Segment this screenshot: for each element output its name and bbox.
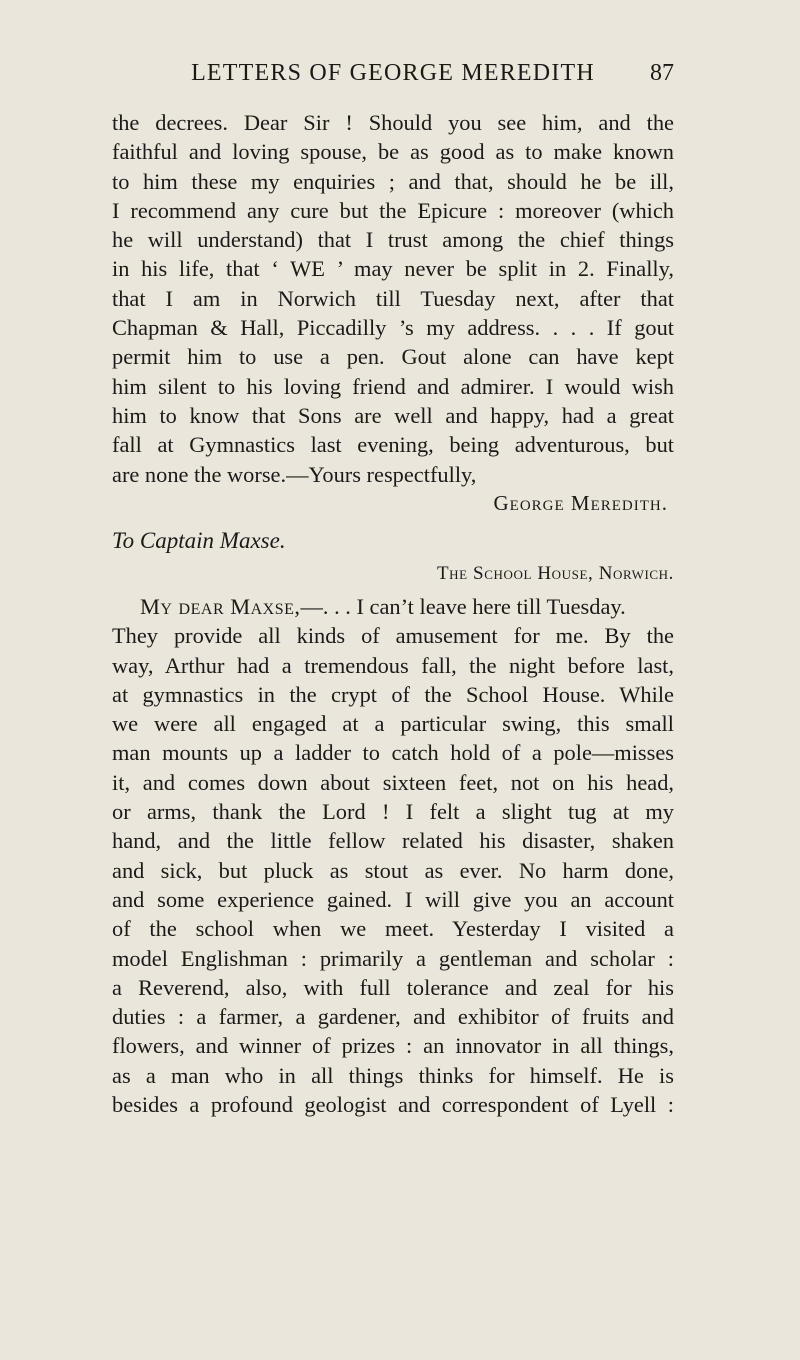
letter-recipient: To Captain Maxse. bbox=[112, 528, 286, 553]
text-line: we were all engaged at a particular swing, this small bbox=[112, 711, 674, 737]
text-line: in his life, that ‘ WE ’ may never be split in 2. Finally, bbox=[112, 256, 674, 282]
text-line: or arms, thank the Lord ! I felt a slight tug at my bbox=[112, 799, 674, 825]
text-line: it, and comes down about sixteen feet, not on his head, bbox=[112, 769, 674, 795]
text-line: to him these my enquiries ; and that, should he be ill, bbox=[112, 168, 674, 194]
text-line: faithful and loving spouse, be as good as to make known bbox=[112, 139, 674, 165]
text-line: man mounts up a ladder to catch hold of a pole—misses bbox=[112, 740, 674, 766]
text-line: I recommend any cure but the Epicure : moreover (which bbox=[112, 197, 674, 223]
text-line: and sick, but pluck as stout as ever. No harm done, bbox=[112, 857, 674, 883]
text-line: him silent to his loving friend and admirer. I would wish bbox=[112, 373, 674, 399]
page-number: 87 bbox=[650, 60, 674, 86]
text-line: of the school when we meet. Yesterday I visited a bbox=[112, 916, 674, 942]
text-line: and some experience gained. I will give you an account bbox=[112, 886, 674, 912]
text-line: model Englishman : primarily a gentleman and scholar : bbox=[112, 945, 674, 971]
text-line: permit him to use a pen. Gout alone can have kept bbox=[112, 344, 674, 370]
text-line: hand, and the little fellow related his disaster, shaken bbox=[112, 828, 674, 854]
letter-address: The School House, Norwich. bbox=[436, 563, 674, 584]
text-line: he will understand) that I trust among the chief things bbox=[112, 227, 674, 253]
text-line: him to know that Sons are well and happy, had a great bbox=[112, 402, 674, 428]
text-line: at gymnastics in the crypt of the School House. While bbox=[112, 681, 674, 707]
text-line: Chapman & Hall, Piccadilly ’s my address. . . . If gout bbox=[112, 315, 674, 341]
letter-continuation bbox=[112, 108, 674, 519]
letter-body bbox=[112, 592, 674, 1119]
text-line: are none the worse.—Yours respectfully, bbox=[112, 461, 477, 487]
text-line: besides a profound geologist and correspondent of Lyell : bbox=[112, 1092, 674, 1118]
salutation: My dear Maxse, bbox=[140, 594, 301, 619]
salutation-line bbox=[112, 592, 674, 621]
text-line: that I am in Norwich till Tuesday next, after that bbox=[112, 285, 674, 311]
text-line: way, Arthur had a tremendous fall, the night before last, bbox=[112, 652, 674, 678]
signature: George Meredith. bbox=[493, 490, 668, 515]
text-line: They provide all kinds of amusement for me. By the bbox=[112, 623, 674, 649]
text-line: duties : a farmer, a gardener, and exhibitor of fruits and bbox=[112, 1004, 674, 1030]
text-line: flowers, and winner of prizes : an innovator in all things, bbox=[112, 1033, 674, 1059]
text-line: as a man who in all things thinks for himself. He is bbox=[112, 1062, 674, 1088]
salutation-rest: —. . . I can’t leave here till Tuesday. bbox=[300, 594, 626, 619]
text-line: a Reverend, also, with full tolerance and zeal for his bbox=[112, 974, 674, 1000]
text-line: fall at Gymnastics last evening, being adventurous, but bbox=[112, 432, 674, 458]
running-head bbox=[112, 56, 674, 90]
text-line: the decrees. Dear Sir ! Should you see him, and the bbox=[112, 110, 674, 135]
running-title: LETTERS OF GEORGE MEREDITH bbox=[191, 60, 595, 86]
